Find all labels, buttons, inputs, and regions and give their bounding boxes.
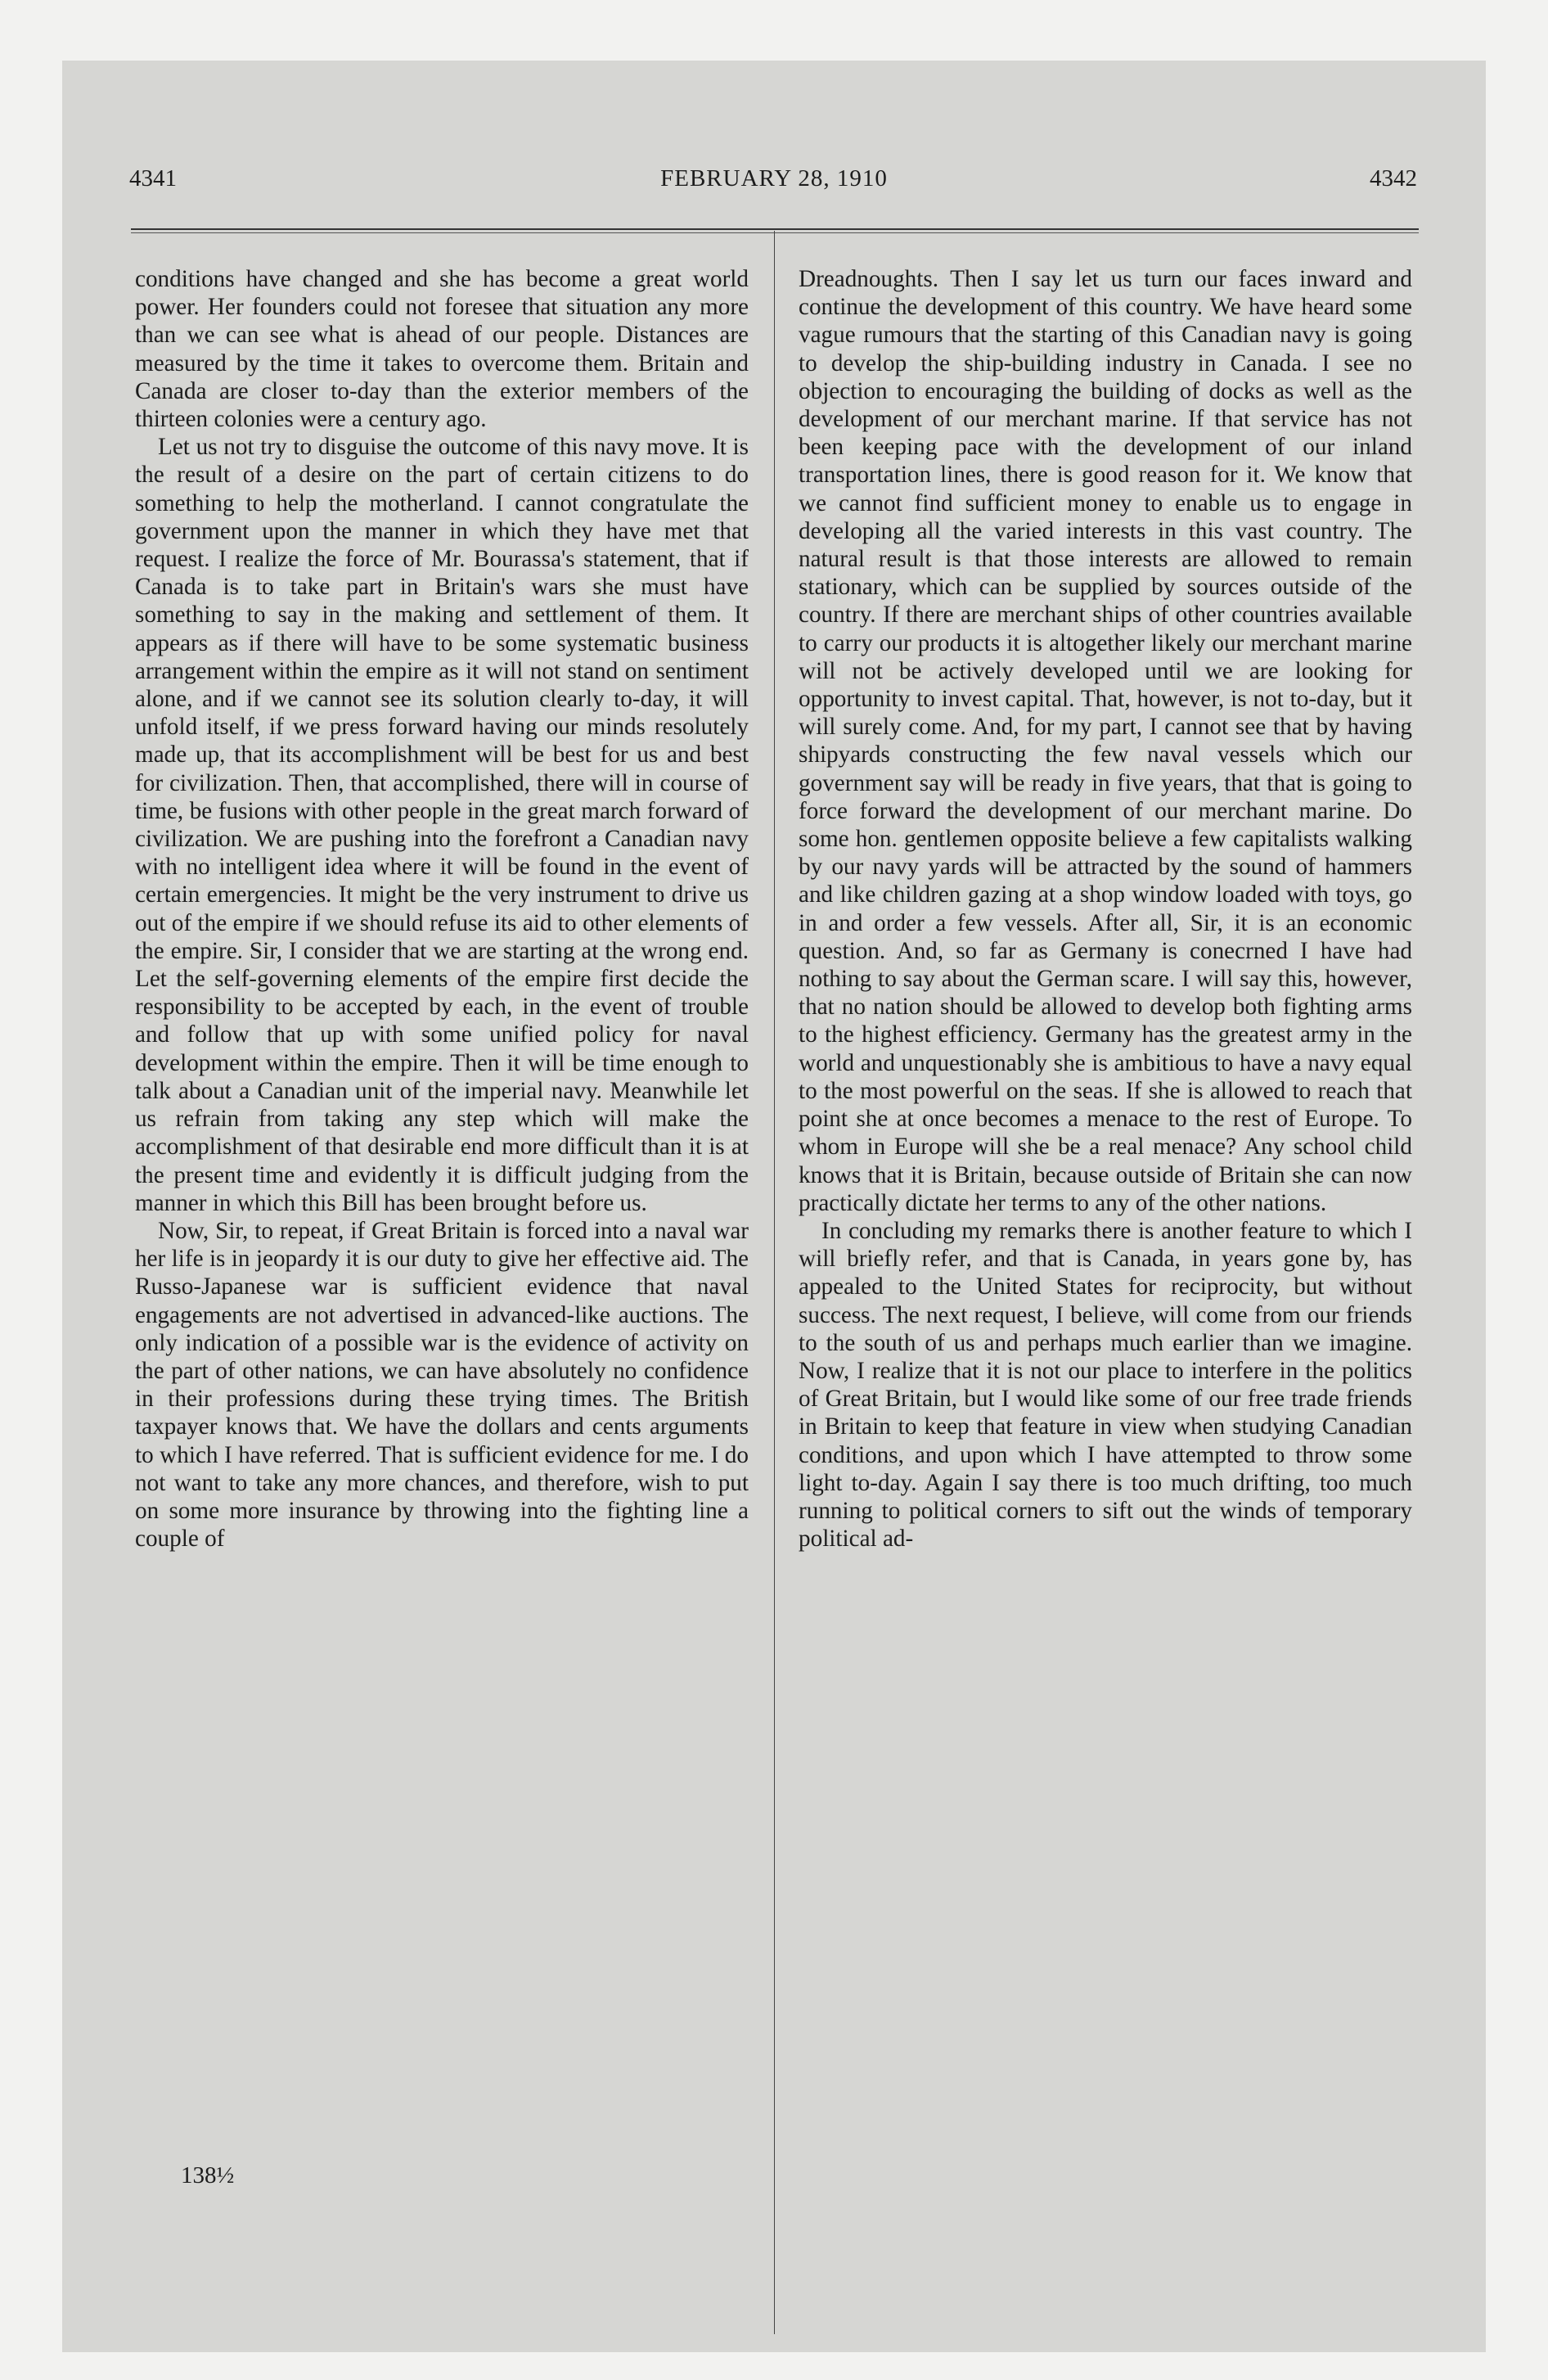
page-date: FEBRUARY 28, 1910 <box>660 165 888 192</box>
page-number-left: 4341 <box>129 165 177 192</box>
column-divider <box>774 231 775 2334</box>
paragraph: conditions have changed and she has become a great world power. Her founders could not foresee that situation any more than we can see what is ahead of our people. Distances are measured by the time it takes to overcome them. Britain and Canada are closer to-day than the exterior members of the thirteen colonies were a century ago. <box>135 266 749 433</box>
scanned-page <box>62 61 1486 2352</box>
page-header <box>62 165 1486 201</box>
header-rule <box>131 228 1419 233</box>
paragraph: Now, Sir, to repeat, if Great Britain is forced into a naval war her life is in jeopardy it is our duty to give her effective aid. The Russo-Japanese war is sufficient evidence that naval engagements are not advertised in advanced-like auctions. The only indication of a possible war is the evidence of activity on the part of other nations, we can have absolutely no confidence in their professions during these trying times. The British taxpayer knows that. We have the dollars and cents arguments to which I have referred. That is sufficient evidence for me. I do not want to take any more chances, and therefore, wish to put on some more insurance by throwing into the fighting line a couple of <box>135 1217 749 1553</box>
paragraph: In concluding my remarks there is another feature to which I will briefly refer, and that is Canada, in years gone by, has appealed to the United States for reciprocity, but without success. The next request, I believe, will come from our friends to the south of us and perhaps much earlier than we imagine. Now, I realize that it is not our place to interfere in the politics of Great Britain, but I would like some of our free trade friends in Britain to keep that feature in view when studying Canadian conditions, and upon which I have attempted to throw some light to-day. Again I say there is too much drifting, too much running to political corners to sift out the winds of temporary political ad- <box>799 1217 1412 1553</box>
paragraph: Dreadnoughts. Then I say let us turn our faces inward and continue the development of this country. We have heard some vague rumours that the starting of this Canadian navy is going to develop the ship-building industry in Canada. I see no objection to encouraging the building of docks as well as the development of our merchant marine. If that service has not been keeping pace with the development of our inland transportation lines, there is good reason for it. We know that we cannot find sufficient money to enable us to engage in developing all the varied interests in this vast country. The natural result is that those interests are allowed to remain stationary, which can be supplied by sources outside of the country. If there are merchant ships of other countries available to carry our products it is altogether likely our merchant marine will not be actively developed until we are looking for opportunity to invest capital. That, however, is not to-day, but it will surely come. And, for my part, I cannot see that by having shipyards constructing the few naval vessels which our government say will be ready in five years, that that is going to force forward the development of our merchant marine. Do some hon. gentlemen opposite believe a few capitalists walking by our navy yards will be attracted by the sound of hammers and like children gazing at a shop window loaded with toys, go in and order a few vessels. After all, Sir, it is an economic question. And, so far as Germany is conecrned I have had nothing to say about the German scare. I will say this, however, that no nation should be allowed to develop both fighting arms to the highest efficiency. Germany has the greatest army in the world and unquestionably she is ambitious to have a navy equal to the most powerful on the seas. If she is allowed to reach that point she at once becomes a menace to the rest of Europe. To whom in Europe will she be a real menace? Any school child knows that it is Britain, because outside of Britain she can now practically dictate her terms to any of the other nations. <box>799 266 1412 1216</box>
folio-number: 138½ <box>181 2162 235 2188</box>
left-column <box>135 265 749 1553</box>
paragraph: Let us not try to disguise the outcome of this navy move. It is the result of a desire on the part of certain citizens to do something to help the motherland. I cannot congratulate the government upon the manner in which they have met that request. I realize the force of Mr. Bourassa's statement, that if Canada is to take part in Britain's wars she must have something to say in the making and settlement of them. It appears as if there will have to be some systematic business arrangement within the empire as it will not stand on sentiment alone, and if we cannot see its solution clearly to-day, it will unfold itself, if we press forward having our minds resolutely made up, that its accomplishment will be best for us and best for civilization. Then, that accomplished, there will in course of time, be fusions with other people in the great march forward of civilization. We are pushing into the forefront a Canadian navy with no intelligent idea where it will be found in the event of certain emergencies. It might be the very instrument to drive us out of the empire if we should refuse its aid to other elements of the empire. Sir, I consider that we are starting at the wrong end. Let the self-governing elements of the empire first decide the responsibility to be accepted by each, in the event of trouble and follow that up with some unified policy for naval development within the empire. Then it will be time enough to talk about a Canadian unit of the imperial navy. Meanwhile let us refrain from taking any step which will make the accomplishment of that desirable end more difficult than it is at the present time and evidently it is difficult judging from the manner in which this Bill has been brought before us. <box>135 434 749 1216</box>
right-column <box>799 265 1412 1553</box>
page-number-right: 4342 <box>1370 165 1417 192</box>
